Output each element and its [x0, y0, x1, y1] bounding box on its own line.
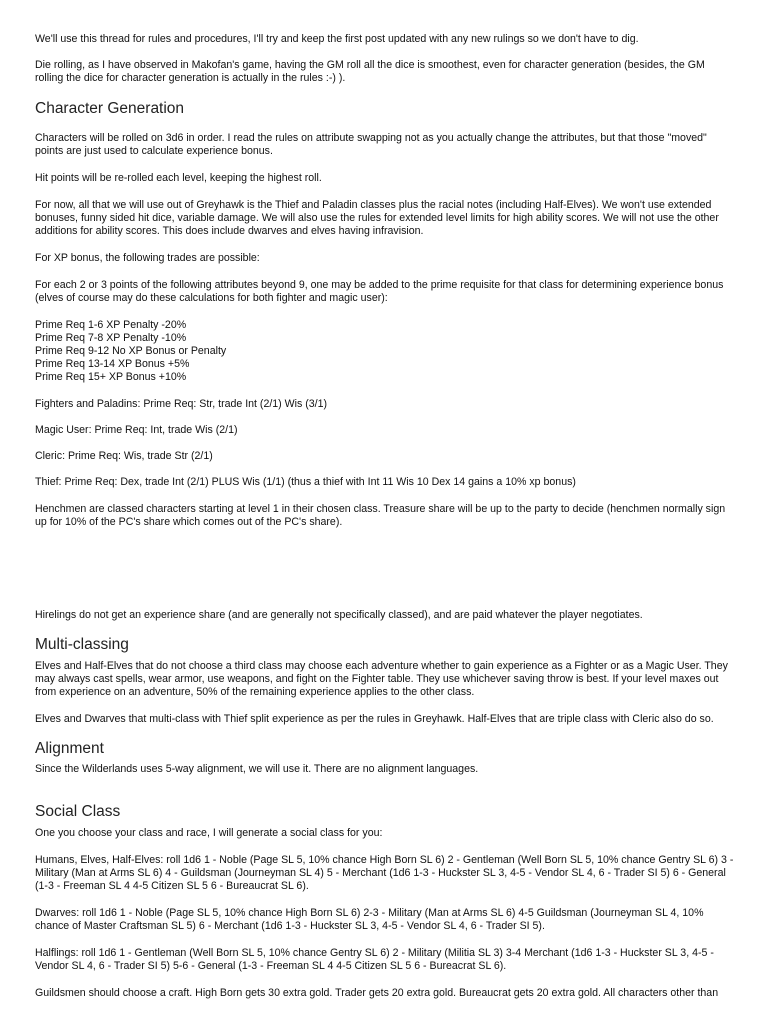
heading-multi-classing: Multi-classing — [35, 636, 129, 653]
social-paragraph-guildsmen: Guildsmen should choose a craft. High Born gets 30 extra gold. Trader gets 20 extra gold. Bureaucrat gets 20 extra gold. All characters other than — [35, 987, 719, 999]
intro-paragraph-1: We'll use this thread for rules and procedures, I'll try and keep the first post updated with any new rulings so we don't have to dig. — [35, 33, 639, 45]
class-line-thief: Thief: Prime Req: Dex, trade Int (2/1) PLUS Wis (1/1) (thus a thief with Int 11 Wis 10 Dex 14 gains a 10% xp bonus) — [35, 476, 576, 488]
xp-row: Prime Req 13-14 XP Bonus +5% — [35, 358, 190, 370]
chargen-paragraph-2: Hit points will be re-rolled each level, keeping the highest roll. — [35, 172, 322, 184]
xp-row: Prime Req 15+ XP Bonus +10% — [35, 371, 187, 383]
chargen-paragraph-1: Characters will be rolled on 3d6 in order. I read the rules on attribute swapping not as you actually change the attributes, but that those "moved" points are just used to calculate experience bonus. — [35, 132, 707, 157]
class-line-magic-user: Magic User: Prime Req: Int, trade Wis (2/1) — [35, 424, 238, 436]
alignment-paragraph: Since the Wilderlands uses 5-way alignment, we will use it. There are no alignment languages. — [35, 763, 479, 775]
chargen-paragraph-4: For XP bonus, the following trades are possible: — [35, 252, 260, 264]
chargen-paragraph-3: For now, all that we will use out of Greyhawk is the Thief and Paladin classes plus the racial notes (including Half-Elves). We won't use extended bonuses, funny sided hit dice, variable damage. We will also use the rules for extended level limits for high ability scores. We will not use the other additions for ability scores. This does include dwarves and elves having infravision. — [35, 199, 719, 237]
hirelings-paragraph: Hirelings do not get an experience share (and are generally not specifically classed), and are paid whatever the player negotiates. — [35, 609, 643, 621]
social-paragraph-halflings: Halflings: roll 1d6 1 - Gentleman (Well Born SL 5, 10% chance Gentry SL 6) 2 - Military (Militia SL 3) 3-4 Merchant (1d6 1-3 - Huckster SL 3, 4-5 - Vendor SL 4, 6 - Trader SI 5) 5-6 - General (1-3 - Freeman SL 4 4-5 Citizen SL 5 6 - Bureacrat SL 6). — [35, 947, 714, 972]
multiclass-paragraph-2: Elves and Dwarves that multi-class with Thief split experience as per the rules in Greyhawk. Half-Elves that are triple class with Cleric also do so. — [35, 713, 714, 725]
chargen-paragraph-5: For each 2 or 3 points of the following attributes beyond 9, one may be added to the prime requisite for that class for determining experience bonus (elves of course may do these calculations for both fighter and magic user): — [35, 279, 724, 304]
class-line-cleric: Cleric: Prime Req: Wis, trade Str (2/1) — [35, 450, 213, 462]
xp-bonus-table — [35, 319, 735, 384]
heading-alignment: Alignment — [35, 740, 104, 757]
multiclass-paragraph-1: Elves and Half-Elves that do not choose a third class may choose each adventure whether to gain experience as a Fighter or as a Magic User. They may always cast spells, wear armor, use weapons, and fight on the Fighter table. They use whichever saving throw is best. If your level maxes out from experience on an adventure, 50% of the remaining experience applies to the other class. — [35, 660, 728, 698]
xp-row: Prime Req 1-6 XP Penalty -20% — [35, 319, 187, 331]
heading-social-class: Social Class — [35, 803, 121, 820]
social-paragraph-dwarves: Dwarves: roll 1d6 1 - Noble (Page SL 5, 10% chance High Born SL 6) 2-3 - Military (Man at Arms SL 6) 4-5 Guildsman (Journeyman SL 4, 10% chance of Master Craftsman SL 5) 6 - Merchant (1d6 1-3 - Huckster SL 3, 4-5 - Vendor SL 4, 6 - Trader SI 5). — [35, 907, 704, 932]
social-paragraph-1: One you choose your class and race, I will generate a social class for you: — [35, 827, 383, 839]
henchmen-paragraph: Henchmen are classed characters starting at level 1 in their chosen class. Treasure share will be up to the party to decide (henchmen normally sign up for 10% of the PC's share which comes out of the PC's share). — [35, 503, 726, 528]
class-line-fighter: Fighters and Paladins: Prime Req: Str, trade Int (2/1) Wis (3/1) — [35, 398, 328, 410]
xp-row: Prime Req 7-8 XP Penalty -10% — [35, 332, 187, 344]
xp-row: Prime Req 9-12 No XP Bonus or Penalty — [35, 345, 227, 357]
heading-character-generation: Character Generation — [35, 100, 185, 117]
forum-post-body — [35, 33, 735, 1000]
social-paragraph-humans: Humans, Elves, Half-Elves: roll 1d6 1 - Noble (Page SL 5, 10% chance High Born SL 6) 2 - Gentleman (Well Born SL 5, 10% chance Gentry SL 6) 3 - Military (Man at Arms SL 6) 4 - Guildsman (Journeyman SL 4) 5 - Merchant (1d6 1-3 - Huckster SL 3, 4-5 - Vendor SL 4, 6 - Trader SI 5) 6 - General (1-3 - Freeman SL 4 4-5 Citizen SL 5 6 - Bureaucrat SL 6). — [35, 854, 734, 892]
intro-paragraph-2: Die rolling, as I have observed in Makofan's game, having the GM roll all the dice is smoothest, even for character generation (besides, the GM rolling the dice for character generation is actually in the rules :-) ). — [35, 59, 705, 84]
